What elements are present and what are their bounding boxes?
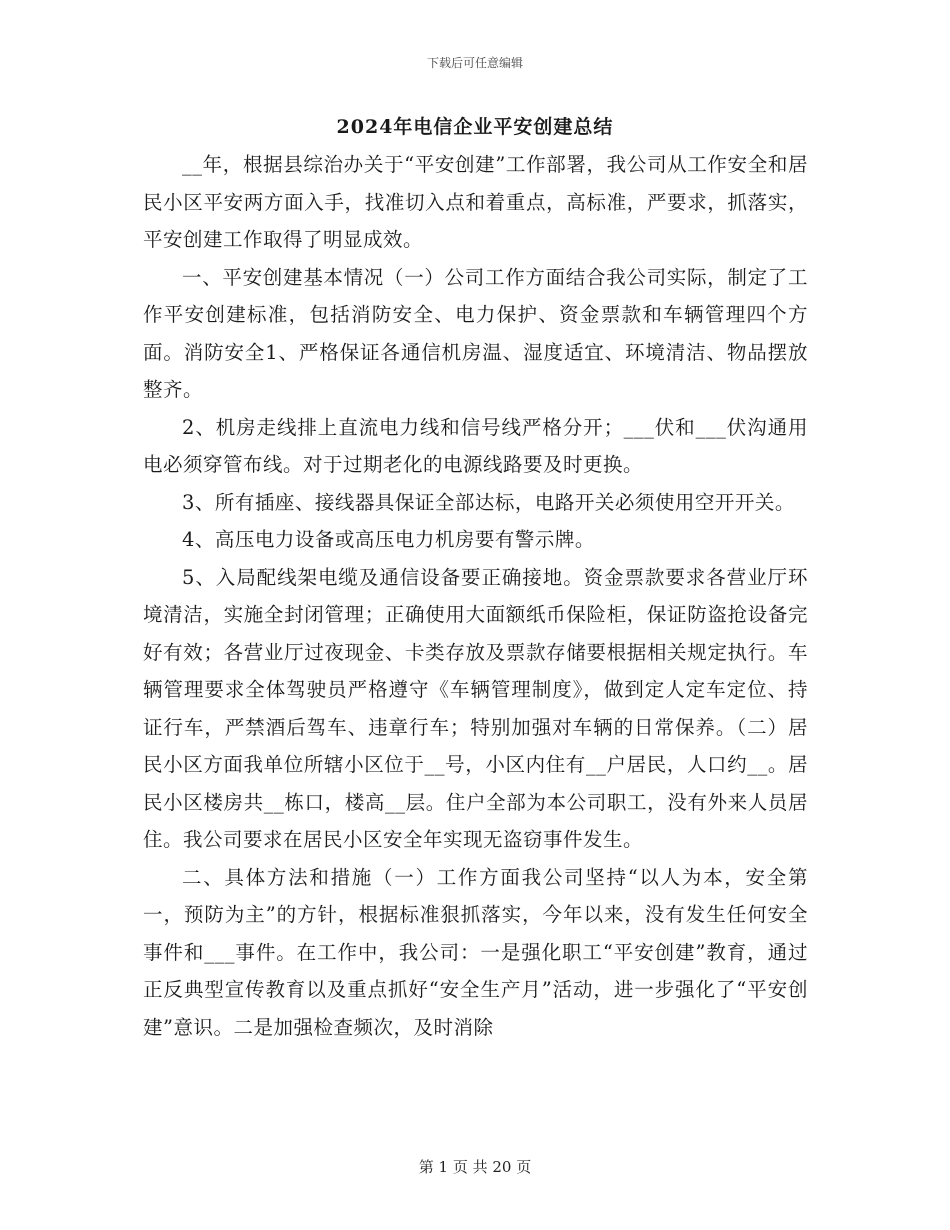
paragraph: 3、所有插座、接线器具保证全部达标，电路开关必须使用空开开关。 — [182, 490, 795, 514]
paragraph: 二、具体方法和措施（一）工作方面我公司坚持“以人为本，安全第一，预防为主”的方针，根据标准狠抓落实，今年以来，没有发生任何安全事件和___事件。在工作中，我公司：一是强化职工“平安创建”教育，通过正反典型宣传教育以及重点抓好“安全生产月”活动，进一步强化了“平安创建”意识。二是加强检查频次，及时消除 — [143, 865, 808, 1039]
document-title: 2024年电信企业平安创建总结 — [336, 116, 614, 138]
paragraph: 2、机房走线排上直流电力线和信号线严格分开；___伏和___伏沟通用电必须穿管布线。对于过期老化的电源线路要及时更换。 — [143, 415, 808, 476]
header-note: 下载后可任意编辑 — [426, 56, 523, 70]
paragraph: 4、高压电力设备或高压电力机房要有警示牌。 — [182, 528, 595, 551]
paragraph: 一、平安创建基本情况（一）公司工作方面结合我公司实际，制定了工作平安创建标准，包括消防安全、电力保护、资金票款和车辆管理四个方面。消防安全1、严格保证各通信机房温、湿度适宜、环境清洁、物品摆放整齐。 — [143, 265, 808, 401]
page-number: 第 1 页 共 20 页 — [418, 1158, 532, 1176]
paragraph: 5、入局配线架电缆及通信设备要正确接地。资金票款要求各营业厅环境清洁，实施全封闭管理；正确使用大面额纸币保险柜，保证防盗抢设备完好有效；各营业厅过夜现金、卡类存放及票款存储要根据相关规定执行。车辆管理要求全体驾驶员严格遵守《车辆管理制度》，做到定人定车定位、持证行车，严禁酒后驾车、违章行车；特别加强对车辆的日常保养。（二）居民小区方面我单位所辖小区位于__号，小区内住有__户居民，人口约__。居民小区楼房共__栋口，楼高__层。住户全部为本公司职工，没有外来人员居住。我公司要求在居民小区安全年实现无盗窃事件发生。 — [143, 565, 808, 851]
paragraph: __年，根据县综治办关于“平安创建”工作部署，我公司从工作安全和居民小区平安两方面入手，找准切入点和着重点，高标准，严要求，抓落实，平安创建工作取得了明显成效。 — [143, 153, 808, 251]
document-body — [143, 146, 808, 1046]
